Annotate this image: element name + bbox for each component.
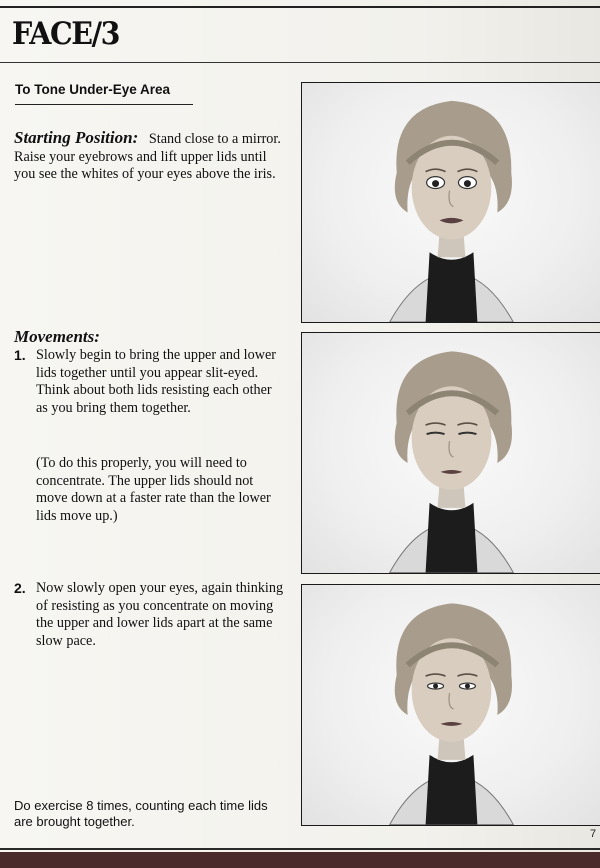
page-number: 7 — [590, 828, 597, 840]
woman-portrait-eyes-narrowed-illustration — [302, 333, 600, 573]
photo-starting-position — [301, 82, 600, 323]
step-2-number: 2. — [14, 580, 26, 596]
step-1-text: Slowly begin to bring the upper and lower lids together until you appear slit-eyed. Think about both lids resisting each other as you bring them together. — [36, 347, 276, 416]
photo-step-2 — [301, 584, 600, 826]
top-rule — [0, 6, 600, 8]
section-underline — [15, 104, 193, 105]
bottom-edge-strip — [0, 852, 600, 868]
starting-position-block — [14, 129, 286, 184]
footer-instruction: Do exercise 8 times, counting each time lids are brought together. — [14, 798, 268, 829]
step-2-text: Now slowly open your eyes, again thinking of resisting as you concentrate on moving the upper and lower lids apart at the same slow pace. — [36, 580, 284, 649]
photo-step-1 — [301, 332, 600, 574]
header-rule — [0, 62, 600, 63]
woman-portrait-eyes-half-open-illustration — [302, 585, 600, 825]
starting-position-text: Stand close to a mirror. Raise your eyebrows and lift upper lids until you see the whites of your eyes above the iris. — [14, 131, 281, 183]
step-1-note-text: (To do this properly, you will need to concentrate. The upper lids should not move down at a faster rate than the lower lids move up.) — [36, 455, 271, 524]
starting-position-label: Starting Position: — [14, 128, 139, 147]
step-1-number: 1. — [14, 347, 26, 363]
bottom-rule — [0, 848, 600, 850]
section-heading: To Tone Under-Eye Area — [15, 82, 171, 97]
movements-label: Movements: — [14, 327, 100, 346]
page-title: FACE/3 — [12, 16, 120, 52]
woman-portrait-eyes-wide-illustration — [302, 83, 600, 322]
